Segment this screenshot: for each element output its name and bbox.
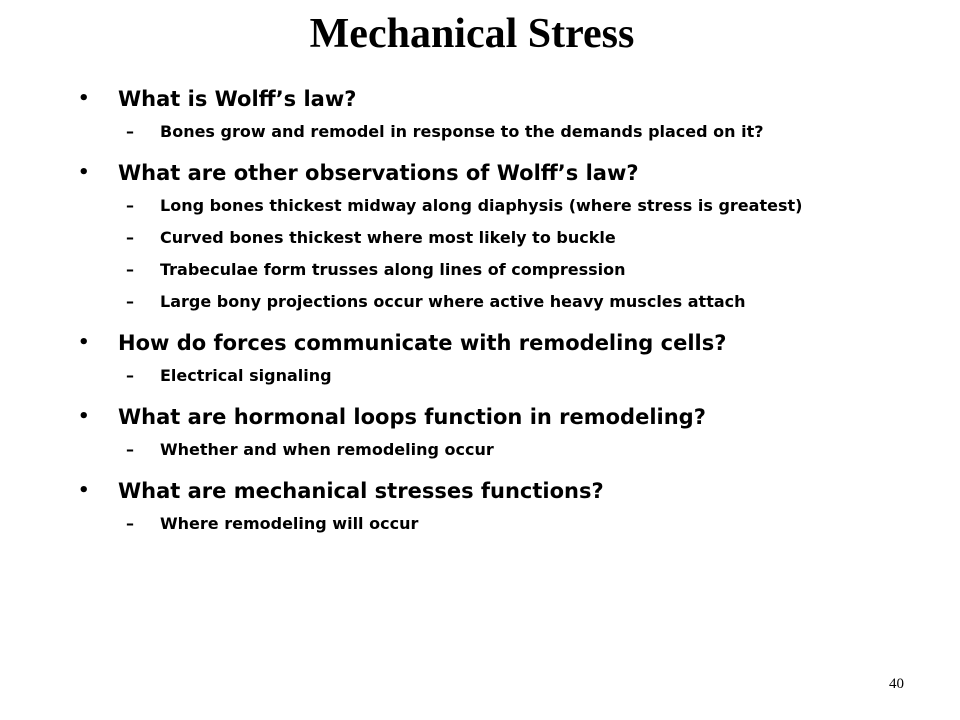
bullet-text: What are mechanical stresses functions?	[118, 479, 604, 503]
dash-marker: –	[126, 196, 134, 215]
dash-marker: –	[126, 366, 134, 385]
bullet-marker: •	[78, 406, 90, 427]
bullet-group	[72, 84, 852, 144]
sub-item	[72, 438, 836, 462]
sub-text: Large bony projections occur where active heavy muscles attach	[160, 292, 746, 311]
sub-item	[72, 512, 836, 536]
sub-text: Trabeculae form trusses along lines of compression	[160, 260, 626, 279]
bullet-item	[72, 402, 852, 432]
sub-text: Long bones thickest midway along diaphysis (where stress is greatest)	[160, 196, 803, 215]
dash-marker: –	[126, 228, 134, 247]
bullet-item	[72, 476, 852, 506]
slide-title: Mechanical Stress	[309, 11, 635, 57]
bullet-marker: •	[78, 480, 90, 501]
bullet-item	[72, 328, 852, 358]
dash-marker: –	[126, 514, 134, 533]
bullet-group	[72, 158, 852, 314]
bullet-group	[72, 328, 852, 388]
sub-item	[72, 226, 836, 250]
bullet-marker: •	[78, 88, 90, 109]
dash-marker: –	[126, 292, 134, 311]
slide-content	[72, 84, 852, 550]
sub-item	[72, 120, 836, 144]
sub-item	[72, 194, 836, 218]
bullet-text: How do forces communicate with remodeling cells?	[118, 331, 727, 355]
dash-marker: –	[126, 122, 134, 141]
sub-item	[72, 290, 836, 314]
bullet-marker: •	[78, 332, 90, 353]
bullet-text: What are hormonal loops function in remodeling?	[118, 405, 706, 429]
bullet-group	[72, 402, 852, 462]
sub-text: Electrical signaling	[160, 366, 332, 385]
sub-item	[72, 364, 836, 388]
bullet-item	[72, 158, 852, 188]
bullet-text: What are other observations of Wolff’s law?	[118, 161, 639, 185]
bullet-group	[72, 476, 852, 536]
bullet-text: What is Wolff’s law?	[118, 87, 357, 111]
page-number: 40	[889, 676, 904, 692]
sub-text: Whether and when remodeling occur	[160, 440, 494, 459]
sub-item	[72, 258, 836, 282]
sub-text: Bones grow and remodel in response to the demands placed on it?	[160, 122, 764, 141]
sub-text: Where remodeling will occur	[160, 514, 419, 533]
bullet-item	[72, 84, 852, 114]
sub-text: Curved bones thickest where most likely to buckle	[160, 228, 616, 247]
dash-marker: –	[126, 440, 134, 459]
dash-marker: –	[126, 260, 134, 279]
bullet-marker: •	[78, 162, 90, 183]
